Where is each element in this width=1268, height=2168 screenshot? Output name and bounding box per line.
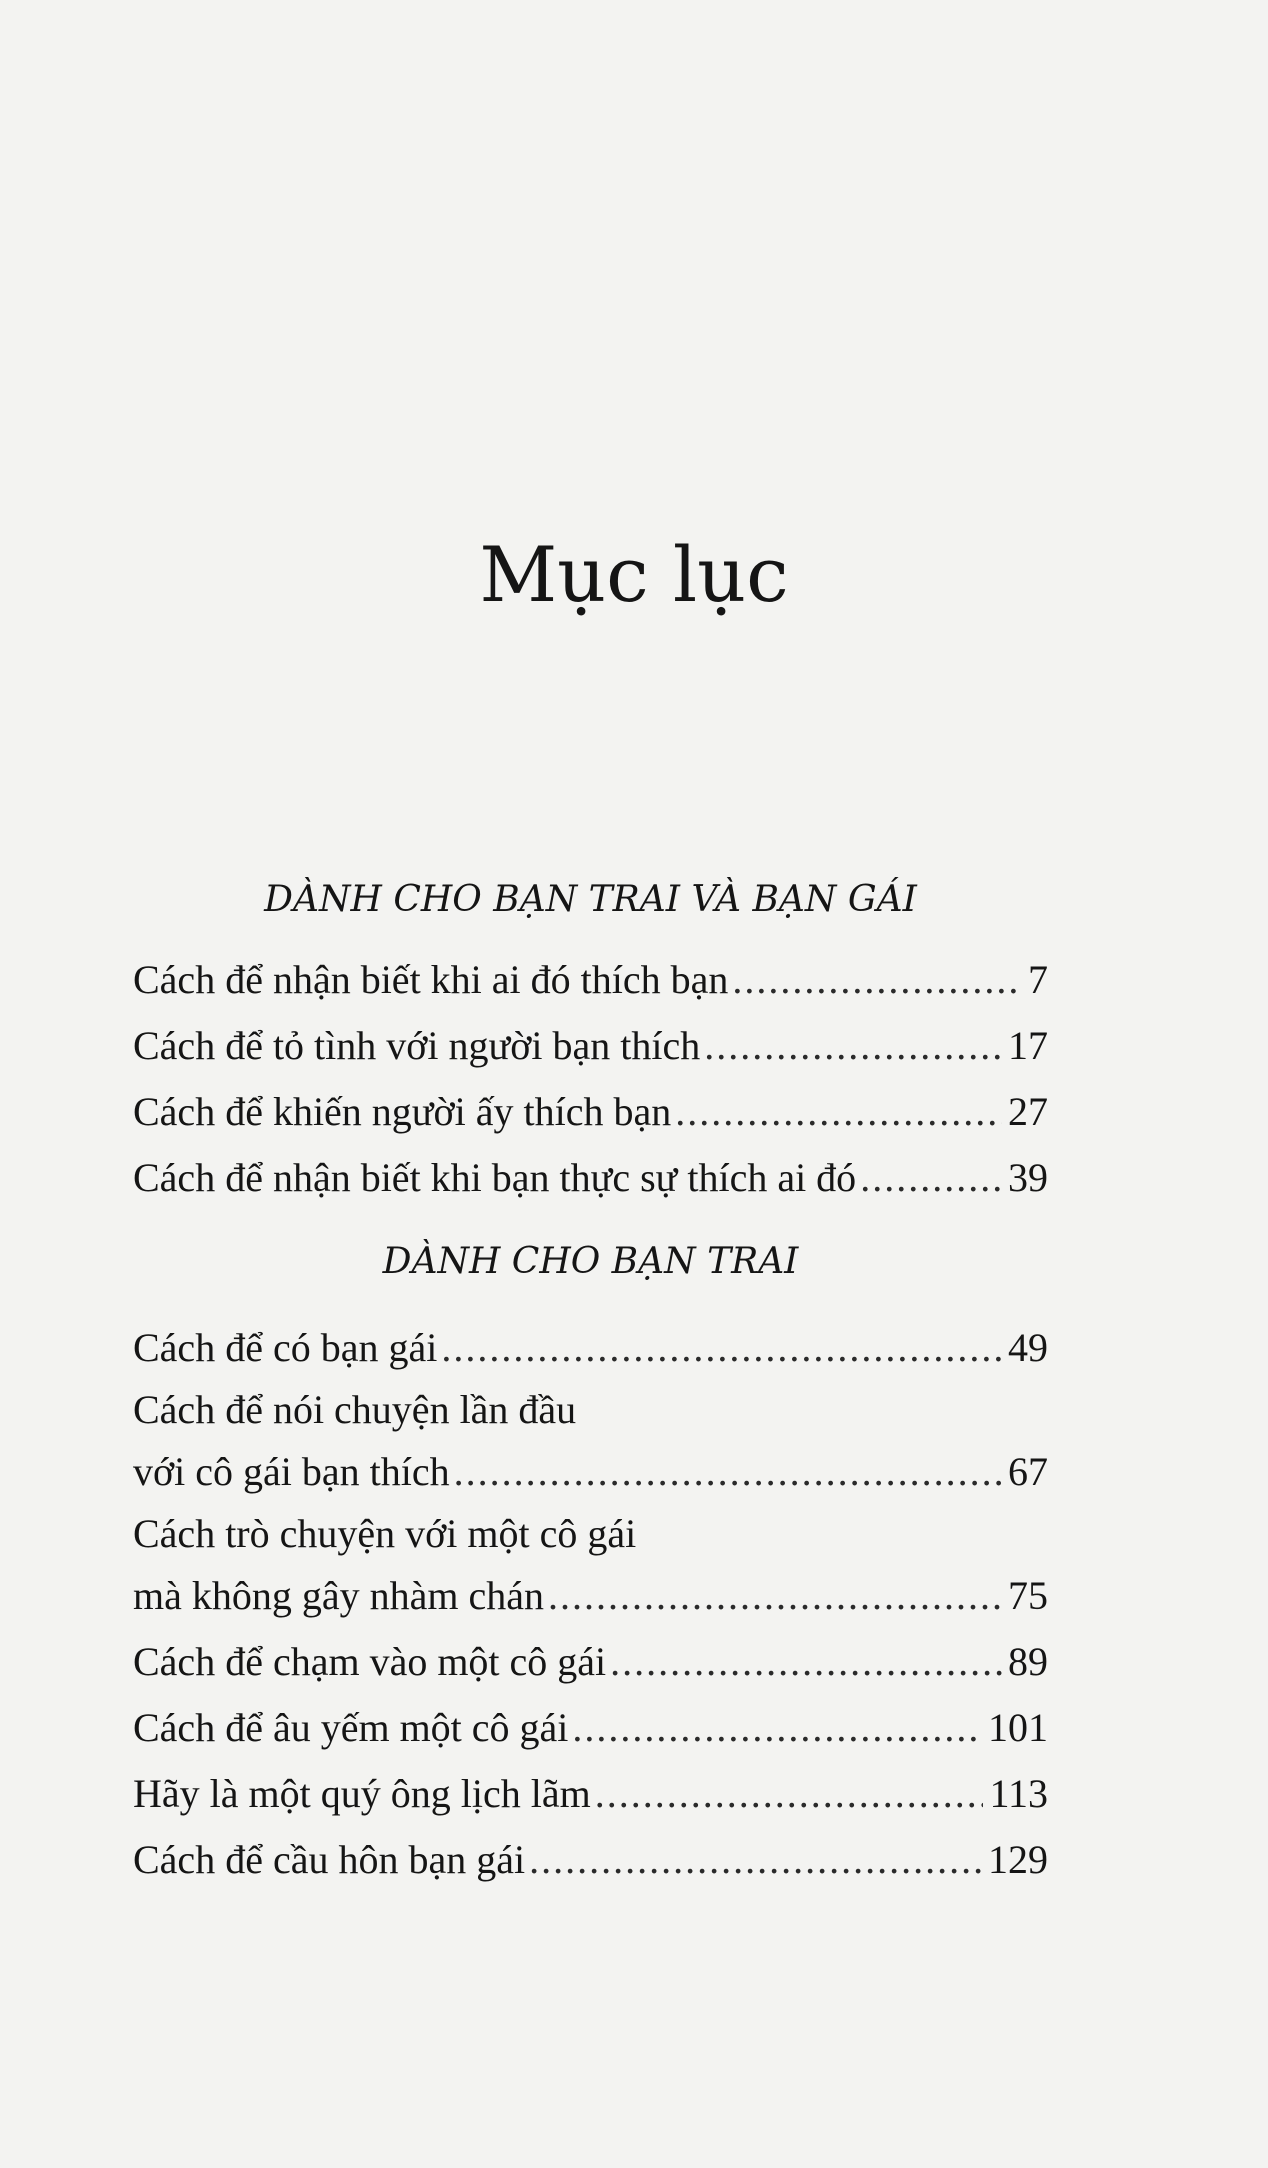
leader-dots: [572, 1695, 982, 1761]
leader-dots: [595, 1761, 984, 1827]
toc-entry-title: Hãy là một quý ông lịch lãm: [133, 1771, 591, 1816]
toc-entry-title: mà không gây nhàm chán: [133, 1573, 544, 1618]
toc-entry-page: 49: [1008, 1325, 1048, 1370]
toc-entry: [133, 1013, 1048, 1079]
section-title-boys-and-girls: DÀNH CHO BẠN TRAI VÀ BẠN GÁI: [264, 879, 917, 920]
toc-entry: [133, 1695, 1048, 1761]
toc-entry-page: 67: [1008, 1449, 1048, 1494]
toc-entry-page: 89: [1008, 1639, 1048, 1684]
leader-dots: [675, 1079, 1002, 1145]
toc-entry: [133, 1827, 1048, 1893]
toc-entry-title-line1: Cách trò chuyện với một cô gái: [133, 1511, 637, 1556]
toc-entry: [133, 1629, 1048, 1695]
show-through-background: [330, 190, 1090, 510]
toc-entry-page: 75: [1008, 1573, 1048, 1618]
toc-entry-title: Cách để nhận biết khi ai đó thích bạn: [133, 957, 729, 1002]
page-title: Mục lục: [479, 530, 789, 619]
toc-entry-title: Cách để tỏ tình với người bạn thích: [133, 1023, 701, 1068]
leader-dots: [704, 1013, 1002, 1079]
leader-dots: [441, 1315, 1002, 1381]
toc-entry-title-line1: Cách để nói chuyện lần đầu: [133, 1387, 577, 1432]
leader-dots: [454, 1439, 1002, 1505]
leader-dots: [529, 1827, 982, 1893]
table-of-contents: [133, 875, 1048, 1893]
toc-entry-title: Cách để chạm vào một cô gái: [133, 1639, 607, 1684]
toc-entry-title: Cách để có bạn gái: [133, 1325, 438, 1370]
toc-entry: [133, 1381, 1048, 1505]
leader-dots: [732, 947, 1022, 1013]
toc-entry-page: 17: [1008, 1023, 1048, 1068]
toc-entry-title: Cách để cầu hôn bạn gái: [133, 1837, 526, 1882]
toc-entry-title: với cô gái bạn thích: [133, 1449, 450, 1494]
leader-dots: [548, 1563, 1002, 1629]
toc-entry-title: Cách để khiến người ấy thích bạn: [133, 1089, 672, 1134]
toc-entry: [133, 1505, 1048, 1629]
toc-entry-page: 7: [1028, 957, 1048, 1002]
toc-entry: [133, 1079, 1048, 1145]
leader-dots: [610, 1629, 1002, 1695]
toc-entry-page: 27: [1008, 1089, 1048, 1134]
toc-entry: [133, 1761, 1048, 1827]
leader-dots: [860, 1145, 1002, 1211]
section-title-boys: DÀNH CHO BẠN TRAI: [382, 1241, 799, 1282]
toc-entry-title: Cách để nhận biết khi bạn thực sự thích ai đó: [133, 1155, 857, 1200]
toc-entry-page: 39: [1008, 1155, 1048, 1200]
toc-entry-title: Cách để âu yếm một cô gái: [133, 1705, 569, 1750]
toc-entry-page: 113: [989, 1771, 1048, 1816]
toc-entry: [133, 1145, 1048, 1211]
toc-entry: [133, 1315, 1048, 1381]
toc-entry: [133, 947, 1048, 1013]
toc-entry-page: 129: [988, 1837, 1048, 1882]
toc-entry-page: 101: [988, 1705, 1048, 1750]
